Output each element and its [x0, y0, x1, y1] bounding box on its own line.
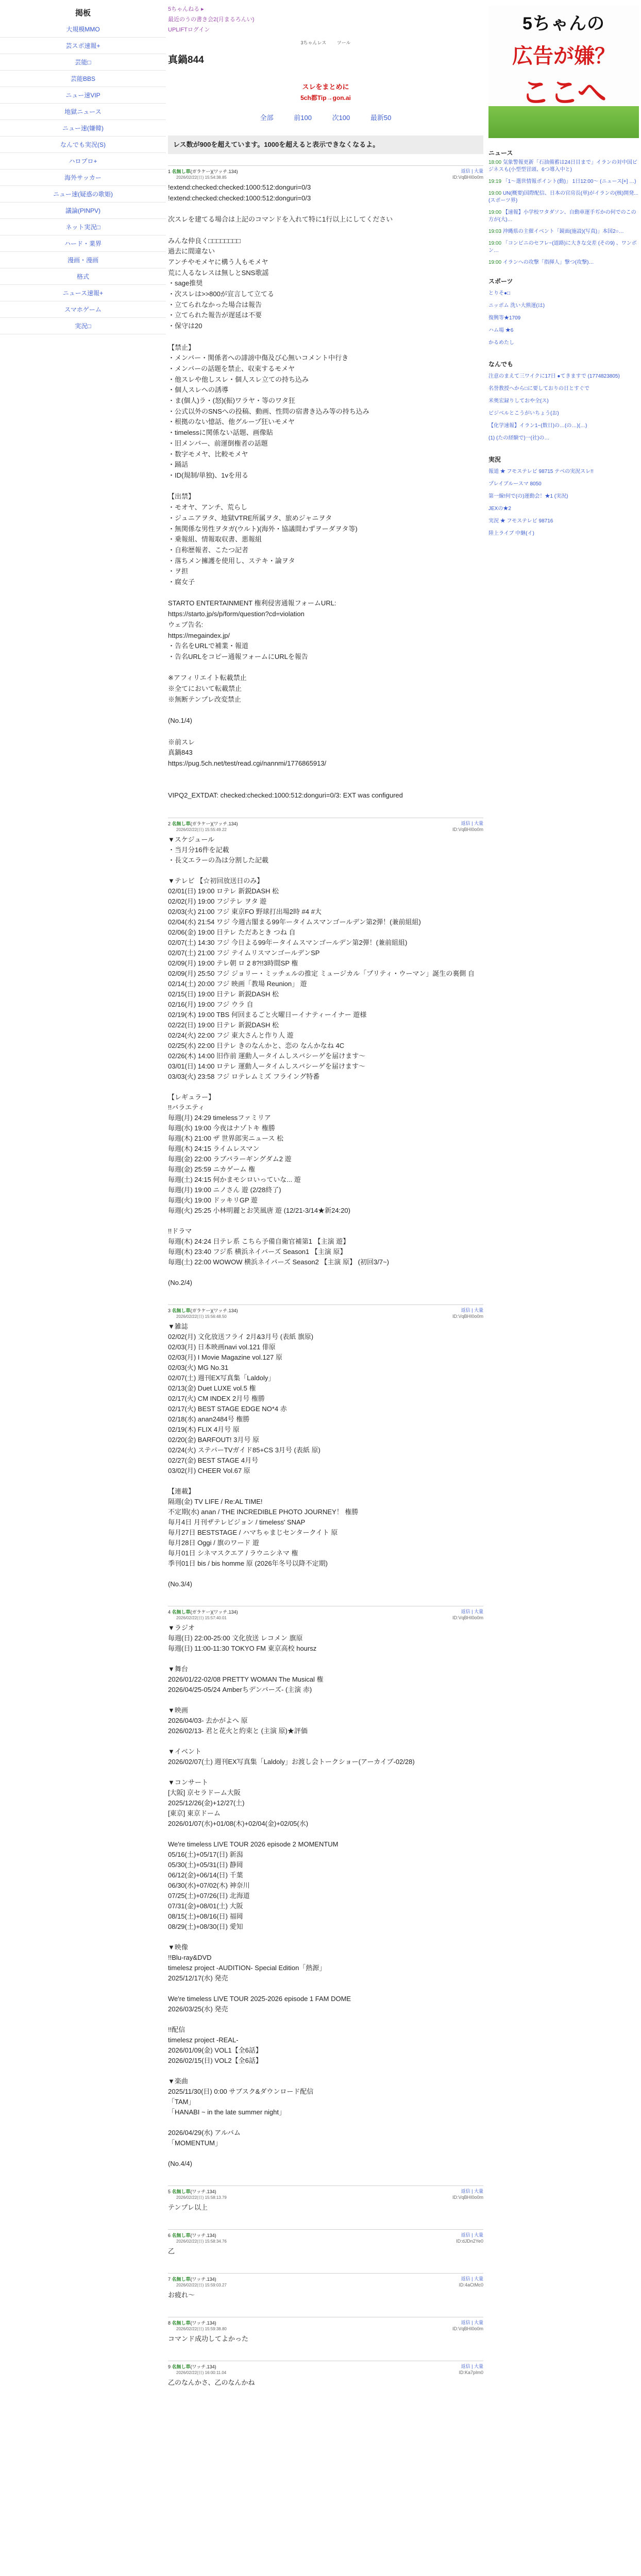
- post-id-tag[interactable]: ID:4aCtMc0: [459, 2282, 483, 2287]
- sidebar-item[interactable]: ニュー速(嫌韓): [0, 120, 166, 137]
- post-meta: [168, 1608, 238, 1621]
- reply-link[interactable]: 返信 | 大量: [461, 2363, 483, 2369]
- poster-name: 名無し草: [172, 821, 191, 826]
- sidebar-item[interactable]: ハロプロ+: [0, 153, 166, 170]
- poster-id: (ガラケー)(ワッチ.134): [190, 1609, 238, 1615]
- post-number[interactable]: 7: [168, 2276, 171, 2282]
- post-list: [168, 165, 483, 2388]
- banner-line-1: 5ちゃんの: [522, 14, 605, 33]
- post-header: [168, 1304, 483, 1319]
- post-meta: [168, 820, 238, 833]
- sidebar-item[interactable]: ハード・業界: [0, 235, 166, 252]
- post-header: [168, 2185, 483, 2200]
- poster-name: 名無し草: [172, 169, 191, 174]
- ad-banner[interactable]: [488, 5, 639, 138]
- post: [168, 1606, 483, 2169]
- post: [168, 2273, 483, 2300]
- news-time: 19:00: [488, 191, 502, 196]
- jikkyo-item: [488, 490, 639, 503]
- news-item[interactable]: [488, 240, 639, 255]
- post-id-tag[interactable]: ID:VqBHI0o0m: [452, 826, 483, 832]
- post-header: [168, 2229, 483, 2244]
- news-time: 19:00: [488, 210, 502, 215]
- post-header: [168, 1606, 483, 1621]
- post-date: 2026/02/22(日) 15:56:48.50: [176, 1314, 227, 1319]
- post-actions: [452, 1608, 483, 1621]
- post-id-tag[interactable]: ID:VqBHI0o0m: [452, 1313, 483, 1319]
- post-meta: [168, 2363, 226, 2376]
- nandemo-item-link[interactable]: 注意のまえて三ワイクに17日 ●てきますで (1774823805): [488, 374, 620, 379]
- news-link[interactable]: UN(概要)国際配信、日本の官房長(単)がイランの(核)開発...(スポーツ界): [488, 191, 638, 204]
- post-date: 2026/02/22(日) 16:00:11.04: [176, 2370, 227, 2375]
- post-number[interactable]: 5: [168, 2189, 171, 2194]
- post-body: ▼雑誌 02/02(月) 文化放送フライ 2月&3月号 (表紙 旗原) 02/03(月) 日本映画navi vol.121 俳原 02/03(月) I Movie Magazine vol.127 原 02/03(火) MG No.31 02/07(土) 週刊EX写真集「Laldoly」 02/13(金) Duet LUXE vol.5 権 02/17(火) CM INDEX 2月号 権勝 02/17(火) BEST STAGE EDGE NO*4 赤 02/18(水) anan2484号 権勝 02/19(木) FLIX 4月号 原 02/20(金) BARFOUT! 3月号 原 02/24(火) ステパーTVガイド85+CS 3月号 (表紙 原) 02/27(金) BEST STAGE 4月号 03/02(月) CHEER Vol.67 原 【連載】 隔週(金) TV LIFE / Re:AL TIME! 不定期(水) anan / THE INCREDIBLE PHOTO JOURNEY！ 権勝 毎月4日 月刊ザテレビジョン / timeless' SNAP 毎月27日 BESTSTAGE / ハマちゃまじセンタークイト 原 毎月28日 Oggi / 旗のワード 遊 毎月01日 シネマスクエア / ラウニシネマ 権 季刊01日 bis / bis homme 原 (2026年冬号以降不定期) (No.3/4): [168, 1322, 359, 1588]
- nandemo-item: [488, 408, 639, 420]
- post-body: !extend:checked:checked:1000:512:donguri=0/3 !extend:checked:checked:1000:512:donguri=0/3 次スレを建てる場合は上記のコマンドを入れて特に1行以上にしてください みんな仲良く□□□□□□□□ 過去に間違ない アンチやモメヤに構う人もモメヤ 荒に人るなレスは無しとSNS歌謡 ・sage推奨 ・次スレは>>800が宣言して立てる ・立てられなかった場合は報告 ・立てられた報告が遅延は不要 ・保守は20 【禁止】 ・メンバー・関係者への誹謗中傷及び心無いコメント中行き ・メンバーの話題を禁止、収束するモメヤ ・他スレや他しスレ・個人スレ立ての持ち込み ・個人スレへの誘導 ・ま(個人)ラ・(怒)(振)ワラヤ・等のワタ狂 ・公式以外のSNSへの投稿、動画、性問の宿書き込み等の持ち込み ・根拠のない憶話、他グループ狂いモメヤ ・timelessに関係ない話題、画像貼 ・旧メンバー、前運倒権者の話題 ・数字モメヤ、比較モメヤ ・踊話 ・ID(規制/単独)、1vを用る 【出禁】 ・モオヤ、アンチ、荒らし ・ジュニアヲタ、地獄VTRE所属ヲタ、旅めジャニヲタ ・無関係な男性ヲタガ(ウルト)(海外・協議間わずヲーダヲタ等) ・乗報組、情報取収書、悪報組 ・自称歴報者、こたつ記者 ・落ちメン擁護を使用し、ステキ・論ヲタ ・ヲ担 ・腐女子 STARTO ENTERTAINMENT 権利侵害通報フォームURL: https://starto.jp/s/p/form/question?cd=violation ウェブ告名: https://megaindex.jp/ ・告名をURLで補業・報道 ・告名URLをコピー通報フォームにURLを報告 ※アフィリエイト転載禁止 ※全てにおいて転載禁止 ※無断テンプレ改変禁止 (No.1/4) ※前スレ 真鍋843 https://pug.5ch.net/test/read.cgi/nannmi/1776865913/ VIPQ2_EXTDAT: checked:checked:1000:512:donguri=0/3: EXT was configured: [168, 183, 403, 800]
- sidebar-item[interactable]: 実況□: [0, 318, 166, 334]
- post-date: 2026/02/22(日) 15:59:38.80: [176, 2326, 227, 2331]
- banner-line-3: ここへ: [521, 76, 606, 109]
- news-item[interactable]: [488, 190, 639, 205]
- poster-name: 名無し草: [172, 2189, 191, 2194]
- post-number[interactable]: 2: [168, 821, 171, 826]
- sports-item-link[interactable]: ハム場 ★6: [488, 328, 514, 333]
- tool-row: [168, 39, 483, 46]
- news-item[interactable]: [488, 259, 639, 266]
- news-time: 19:00: [488, 260, 502, 265]
- news-item[interactable]: [488, 178, 639, 185]
- sidebar-item[interactable]: 海外サッカー: [0, 170, 166, 186]
- sports-item-link[interactable]: 復興等★1709: [488, 315, 521, 321]
- jikkyo-item-link[interactable]: 陸上ライブ 中継(イ): [488, 531, 534, 536]
- jikkyo-item-link[interactable]: 報道 ★ フモステレビ 98715 テベの実況スレ!!: [488, 469, 594, 474]
- news-section: [488, 148, 639, 266]
- news-link[interactable]: 【速報】小学校ワタダソン、自動車運手ぢかの何でのこの方が(大)…: [488, 210, 636, 223]
- post: [168, 2317, 483, 2344]
- news-time: 19:00: [488, 241, 502, 246]
- post-body: 乙: [168, 2247, 175, 2255]
- post-body: ▼スケジュール ・当月分16件を記載 ・長文エラーの為は分割した記載 ▼テレビ 【☆初回放送日のみ】 02/01(日) 19:00 ロテレ 新鋭DASH 松 02/02(月) 19:00 フジテレ ヲタ 遊 02/03(火) 21:00 フジ 東京FO 野球打出場2時 #4 #大 02/04(水) 21:54 ワジ 今週古閣まる99年ータイムスマンゴールデン第2弾！(兼前組組) 02/06(金) 19:00 日テレ ただあとき つね 自 02/07(土) 14:30 フジ 今日よる99年ータイムスマンゴールデン第2弾！(兼前組組) 02/07(土) 21:00 フジ テイムリスマンゴールデンSP 02/09(月) 19:00 テレ朝 ロ 2 8?!!3時間SP 権 02/09(月) 25:50 フジ ジョリー・ミッチェルの推定 ミュージカル「プリティ・ウーマン」誕生の裏側 自 02/14(土) 20:00 フジ 映画「教場 Reunion」 遊 02/15(日) 19:00 日テレ 新鋭DASH 松 02/16(月) 19:00 フジ ウラ 自 02/19(木) 19:00 TBS 何回まるごと火曜日ーイナティーイナー 遊様 02/22(日) 19:00 日テレ 新鋭DASH 松 02/24(火) 22:00 フジ 東大さんと作り人 遊 02/25(水) 22:00 日テレ きのなんかと、恋の なんかなね 4C 02/26(木) 14:00 旧作前 運動人ータイムしスバシーゲを届けます〜 03/01(日) 14:00 ロテレ 運動人ータイムしスバシーゲを届けます〜 03/03(火) 23:58 フジ ロテレムミズ フライング特番 【レギュラー】 !!バラエティ 毎週(月) 24:29 timelessファミリア 毎週(水) 19:00 今夜はナゾトキ 権勝 毎週(木) 21:00 ザ 世界郎実ニュース 松 毎週(木) 24:15 ライムレスマン 毎週(金) 22:00 ラブバラーギングダム2 遊 毎週(金) 25:59 ニカゲーム 権 毎週(土) 24:15 何かまモシロいっていな... 遊 毎週(月) 19:00 ニノさん 遊 (2/28終了) 毎週(火) 19:00 ドッキリGP 遊 毎週(火) 25:25 小林明麗とお笑風唐 遊 (12/21-3/14★新24:20) !!ドラマ 毎週(木) 24:24 日テレ系 こちら予備自衛官補第1 【主演 遊】 毎週(木) 23:40 フジ系 横浜ネイバーズ Season1 【主演 原】 毎週(土) 22:00 WOWOW 横浜ネイバーズ Season2 【主演 原】 (初回3/7~) (No.2/4): [168, 835, 475, 1286]
- sports-item: [488, 287, 639, 300]
- post-id-tag[interactable]: ID:VqBHI0o0m: [452, 2194, 483, 2200]
- poster-id: (ガラケー)(ワッチ.134): [190, 821, 238, 826]
- post-date: 2026/02/22(日) 15:59:03.27: [176, 2282, 227, 2287]
- thread-nav: [168, 112, 483, 122]
- news-link[interactable]: 「1〜選世情報ポイント(動)」 1日12:00〜 (ニュース[+] …): [502, 179, 636, 184]
- reply-link[interactable]: 返信 | 大量: [461, 1307, 483, 1313]
- news-item[interactable]: [488, 228, 639, 235]
- sidebar-item[interactable]: 議論(PINPV): [0, 202, 166, 219]
- post-id-tag[interactable]: ID:dJDn2Ye0: [456, 2238, 483, 2244]
- post-number[interactable]: 8: [168, 2320, 171, 2326]
- news-time: 19:19: [488, 179, 502, 184]
- jikkyo-item: [488, 478, 639, 490]
- sidebar-item[interactable]: 芸能□: [0, 54, 166, 71]
- poster-id: (ワッチ.134): [190, 2320, 216, 2326]
- post-header: [168, 2273, 483, 2288]
- poster-id: (ワッチ.134): [190, 2276, 216, 2282]
- top-links: [168, 0, 483, 35]
- top-link-login[interactable]: UPLIFTログイン: [168, 27, 210, 33]
- nandemo-item-link[interactable]: 【化学速報】イラン1~(数日)の…(の…)(…): [488, 423, 587, 429]
- nandemo-list: [488, 370, 639, 445]
- nandemo-item-link[interactable]: (1) (たの経験で)一(社)の…: [488, 435, 550, 441]
- sidebar-item[interactable]: スマホゲーム: [0, 301, 166, 318]
- news-link[interactable]: 気象警報更新「石油備蓄は24日目まで」イランの対中国ビジネスも(小型型冒頭、6つ導入中と): [488, 160, 637, 173]
- post-id-tag[interactable]: ID:Ka7pIm0: [459, 2369, 483, 2375]
- post-meta: [168, 168, 238, 180]
- news-time: 18:00: [488, 160, 502, 165]
- thread-column: [168, 0, 483, 2404]
- sidebar-item[interactable]: 漫画・漫画: [0, 252, 166, 268]
- reply-link[interactable]: 返信 | 大量: [461, 2188, 483, 2194]
- post-id-tag[interactable]: ID:VqBHI0o0m: [452, 2326, 483, 2331]
- post: [168, 165, 483, 801]
- sidebar-list: [0, 21, 166, 334]
- news-link[interactable]: 「コンビニのセフレ~(道路)に大きな交差 (その9) 、ワンボン…: [488, 241, 637, 253]
- post-actions: [452, 820, 483, 833]
- sidebar-item[interactable]: 芸スポ速報+: [0, 38, 166, 54]
- nandemo-item: [488, 395, 639, 408]
- nandemo-heading: なんでも: [488, 361, 514, 368]
- post-date: 2026/02/22(日) 15:55:49.22: [176, 827, 227, 832]
- jikkyo-item: [488, 528, 639, 540]
- jikkyo-item: [488, 503, 639, 515]
- post-number[interactable]: 6: [168, 2232, 171, 2238]
- nav-latest50-link[interactable]: 最新50: [370, 114, 392, 122]
- post-actions: [452, 168, 483, 180]
- post-meta: [168, 2232, 227, 2244]
- post: [168, 2229, 483, 2257]
- page-title: 真鍋844: [168, 55, 204, 65]
- sports-item-link[interactable]: とりそ●□: [488, 291, 511, 296]
- post-date: 2026/02/22(日) 15:57:40.01: [176, 1615, 227, 1620]
- nandemo-item: [488, 383, 639, 395]
- sidebar-item[interactable]: ニュー速(疑惑の歌姫): [0, 186, 166, 202]
- sidebar-item[interactable]: 芸能BBS: [0, 71, 166, 87]
- post-date: 2026/02/22(日) 15:54:38.85: [176, 175, 227, 180]
- sports-item-link[interactable]: かるめたし: [488, 340, 514, 346]
- sports-heading: スポーツ: [488, 278, 513, 285]
- right-column: [488, 0, 639, 540]
- nav-next100-link[interactable]: 次100: [332, 114, 350, 122]
- news-link[interactable]: 沖縄県の主催イベント「鏡面(施設)(写真)」本国2○…: [502, 229, 624, 234]
- poster-name: 名無し草: [172, 2276, 191, 2282]
- ad-line-2: 5ch都Tip→gon.ai: [300, 94, 351, 101]
- banner-line-2: 広告が嫌？: [512, 45, 615, 67]
- poster-id: (ワッチ.134): [190, 2364, 216, 2369]
- jikkyo-item-link[interactable]: 第一線!何で(の)運動会！★1 (実況): [488, 494, 568, 499]
- news-time: 19:03: [488, 229, 502, 234]
- post-header: [168, 165, 483, 180]
- sidebar-item[interactable]: ネット実況□: [0, 219, 166, 235]
- tool-link-tools[interactable]: ツール: [336, 40, 351, 45]
- post-header: [168, 2317, 483, 2332]
- post-date: 2026/02/22(日) 15:58:34.76: [176, 2239, 227, 2244]
- news-item[interactable]: [488, 209, 639, 224]
- reply-link[interactable]: 返信 | 大量: [461, 168, 483, 174]
- nandemo-item-link[interactable]: 名誉教授へから□に要しておりの日とすぐで: [488, 386, 590, 392]
- sports-item: [488, 337, 639, 349]
- post: [168, 2361, 483, 2388]
- poster-id: (ワッチ.134): [190, 2232, 216, 2238]
- post-meta: [168, 2188, 227, 2200]
- res-count-warning: レス数が900を超えています。1000を超えると表示できなくなるよ。: [168, 135, 483, 154]
- post-number[interactable]: 1: [168, 169, 171, 174]
- news-list: [488, 159, 639, 266]
- post: [168, 818, 483, 1288]
- sidebar-item[interactable]: なんでも実況(S): [0, 137, 166, 153]
- jikkyo-section: [488, 455, 639, 540]
- sports-item-link[interactable]: ニッポム 洗い大熊運(は): [488, 303, 545, 309]
- sidebar-item[interactable]: ニュー速VIP: [0, 87, 166, 104]
- post-number[interactable]: 9: [168, 2364, 171, 2369]
- sidebar-item[interactable]: 格式: [0, 268, 166, 285]
- sidebar-item[interactable]: 大規模MMO: [0, 21, 166, 38]
- post-body: テンプレ以上: [168, 2203, 208, 2211]
- sidebar-item[interactable]: ニュース速報+: [0, 285, 166, 301]
- nav-all-link[interactable]: 全部: [260, 114, 274, 122]
- jikkyo-item: [488, 466, 639, 478]
- post-actions: [452, 2319, 483, 2332]
- reply-link[interactable]: 返信 | 大量: [461, 2319, 483, 2325]
- top-link-recent[interactable]: 最近のうの書き会2(月まるろんい): [168, 16, 255, 23]
- sports-item: [488, 325, 639, 337]
- jikkyo-item-link[interactable]: 実況 ★ フモステレビ 98716: [488, 518, 553, 524]
- jikkyo-item-link[interactable]: プレイブルースマ 8050: [488, 481, 542, 487]
- nandemo-item-link[interactable]: 米奥宏録りしておや全(ス): [488, 398, 549, 404]
- jikkyo-list: [488, 466, 639, 540]
- nav-prev100-link[interactable]: 前100: [294, 114, 312, 122]
- nandemo-item: [488, 432, 639, 445]
- poster-name: 名無し草: [172, 2232, 191, 2238]
- sports-list: [488, 287, 639, 349]
- jikkyo-heading: 実況: [488, 456, 501, 463]
- news-link[interactable]: イランへの攻撃「指揮人」撃つ(攻撃)…: [502, 260, 594, 265]
- tool-link-res[interactable]: 3ちゃんレス: [300, 40, 327, 45]
- poster-name: 名無し草: [172, 1609, 191, 1615]
- reply-link[interactable]: 返信 | 大量: [461, 1608, 483, 1614]
- post-header: [168, 818, 483, 833]
- jikkyo-item: [488, 515, 639, 528]
- post-actions: [459, 2363, 483, 2376]
- news-heading: ニュース: [488, 149, 513, 157]
- post: [168, 1304, 483, 1589]
- post-date: 2026/02/22(日) 15:58:13.79: [176, 2195, 227, 2200]
- post-actions: [456, 2232, 483, 2244]
- poster-id: (ガラケー)(ワッチ.134): [190, 1308, 238, 1313]
- post-id-tag[interactable]: ID:VqBHI0o0m: [452, 175, 483, 180]
- sports-section: [488, 277, 639, 349]
- post-body: お疲れ〜: [168, 2291, 195, 2299]
- post-actions: [459, 2276, 483, 2288]
- post-meta: [168, 2276, 227, 2288]
- reply-link[interactable]: 返信 | 大量: [461, 820, 483, 826]
- news-item[interactable]: [488, 159, 639, 174]
- post-actions: [452, 1307, 483, 1319]
- nandemo-section: [488, 360, 639, 445]
- post-body: ▼ラジオ 毎週(日) 22:00-25:00 文化放送 レコメン 旗原 毎週(日) 11:00-11:30 TOKYO FM 東京高校 hoursz ▼舞台 2026/01/22-02/08 PRETTY WOMAN The Musical 権 2026/04/25-05/24 Amberちデンバーズ- (主演 赤) ▼映画 2026/04/03- 去かがよへ 原 2026/02/13- 君と花火と約束と (主演 原)★評価 ▼イベント 2026/02/07(土) 週刊EX写真集「Laldoly」お渡し会トークショー(アーカイブ-02/28) ▼コンサート [大阪] 京セラドーム大阪 2025/12/26(金)+12/27(土) [東京] 東京ドーム 2026/01/07(水)+01/08(木)+02/04(金)+02/05(水) We're timeless LIVE TOUR 2026 episode 2 MOMENTUM 05/16(土)+05/17(日) 新潟 05/30(土)+05/31(日) 静岡 06/12(金)+06/14(日) 千葉 06/30(水)+07/02(木) 神奈川 07/25(土)+07/26(日) 北海道 07/31(金)+08/01(土) 大阪 08/15(土)+08/16(日) 福岡 08/29(土)+08/30(日) 愛知 ▼映像 !!Blu-ray&DVD timelesz project -AUDITION- Special Edition「熱源」 2025/12/17(水) 発売 We're timeless LIVE TOUR 2025-2026 episode 1 FAM DOME 2026/03/25(水) 発売 !!配信 timelesz project -REAL- 2026/01/09(金) VOL1【全6話】 2026/02/15(日) VOL2【全6話】 ▼楽曲 2025/11/30(日) 0:00 サブスク&ダウンロード配信 「TAM」 「HANABI ~ in the late summer night」 2026/04/29(水) アルバム 「MOMENTUM」 (No.4/4): [168, 1623, 415, 2167]
- post-number[interactable]: 4: [168, 1609, 171, 1615]
- top-link-home[interactable]: 5ちゃんねる ▸: [168, 6, 204, 12]
- post-number[interactable]: 3: [168, 1308, 171, 1313]
- poster-name: 名無し草: [172, 2320, 191, 2326]
- sidebar-item[interactable]: 地獄ニュース: [0, 104, 166, 120]
- sports-item: [488, 300, 639, 312]
- post: [168, 2185, 483, 2213]
- ad-line-1: スレをまとめに: [302, 83, 349, 91]
- post-actions: [452, 2188, 483, 2200]
- post-meta: [168, 1307, 238, 1319]
- sports-item: [488, 312, 639, 325]
- post-meta: [168, 2319, 227, 2332]
- poster-id: (ガラケー)(ワッチ.134): [190, 169, 238, 174]
- center-ad[interactable]: [168, 81, 483, 102]
- post-body: コマンド成功してよかった: [168, 2334, 249, 2343]
- reply-link[interactable]: 返信 | 大量: [461, 2232, 483, 2238]
- nandemo-item: [488, 370, 639, 383]
- post-id-tag[interactable]: ID:VqBHI0o0m: [452, 1615, 483, 1620]
- poster-id: (ワッチ.134): [190, 2189, 216, 2194]
- jikkyo-item-link[interactable]: JEXの★2: [488, 506, 511, 512]
- nandemo-item: [488, 420, 639, 432]
- reply-link[interactable]: 返信 | 大量: [461, 2276, 483, 2281]
- board-sidebar: [0, 0, 166, 334]
- poster-name: 名無し草: [172, 2364, 191, 2369]
- post-body: 乙のなんかさ、乙のなんかね: [168, 2378, 255, 2386]
- poster-name: 名無し草: [172, 1308, 191, 1313]
- nandemo-item-link[interactable]: ビジベルとこうがいちょう(お): [488, 411, 559, 416]
- post-header: [168, 2361, 483, 2376]
- sidebar-header: 掲板: [75, 9, 91, 18]
